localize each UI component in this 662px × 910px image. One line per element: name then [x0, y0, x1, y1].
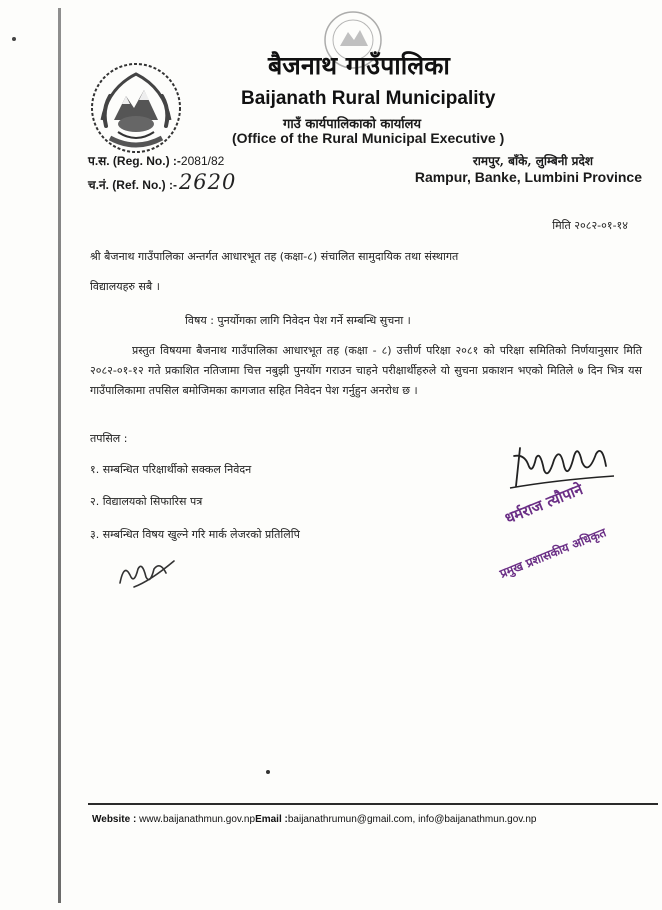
municipality-title-en: Baijanath Rural Municipality: [241, 88, 496, 109]
nepal-emblem-icon: [88, 60, 184, 156]
email-label: Email :: [255, 814, 288, 825]
office-name-np: गाउँ कार्यपालिकाको कार्यालय: [283, 117, 421, 132]
initials-signature-icon: [114, 555, 178, 591]
addressee-line-2: विद्यालयहरु सबै ।: [90, 280, 160, 293]
list-heading: तपसिल :: [90, 432, 128, 445]
address-en: Rampur, Banke, Lumbini Province: [414, 169, 642, 185]
ref-value-handwritten: 2620: [178, 170, 237, 194]
scan-dot: [266, 770, 270, 774]
letter-date: मिति २०८२-०१-१४: [552, 219, 628, 232]
address-np: रामपुर, बाँके, लुम्बिनी प्रदेश: [472, 154, 593, 168]
office-name-en: (Office of the Rural Municipal Executive ): [232, 130, 505, 146]
footer-contact: [92, 814, 536, 825]
signatory-name-stamp: धर्मराज त्यौपाने: [502, 480, 586, 528]
addressee-line-1: श्री बैजनाथ गाउँपालिका अन्तर्गत आधारभूत तह (कक्षा-८) संचालित सामुदायिक तथा संस्थागत: [90, 250, 459, 263]
email-addresses[interactable]: baijanathrumun@gmail.com, info@baijanathmun.gov.np: [287, 814, 537, 825]
footer-divider: [88, 803, 658, 805]
website-label: Website :: [92, 814, 137, 825]
ref-number: [88, 170, 236, 194]
reg-number: [88, 152, 224, 169]
list-item: ३. सम्बन्धित विषय खुल्ने गरि मार्क लेजरको प्रतिलिपि: [90, 528, 300, 541]
letter-subject: विषय : पुनर्योगका लागि निवेदन पेश गर्ने सम्बन्धि सुचना ।: [185, 314, 411, 327]
list-item: २. विद्यालयको सिफारिस पत्र: [90, 495, 203, 508]
letter-body-paragraph: प्रस्तुत विषयमा बैजनाथ गाउँपालिका आधारभूत तह (कक्षा - ८) उत्तीर्ण परिक्षा २०८१ को परिक्षा समितिको निर्णयानुसार मिति २०८२-०१-१२ गते प्रकाशित नतिजामा चित्त नबुझी पुनर्योग गराउन चाहने परीक्षार्थीहरुले यो सुचना प्रकाशन भएको मितिले ७ दिन भित्र यस गाउँपालिकामा तपसिल बमोजिमका कागजात सहित निवेदन पेश गर्नुहुन अनरोध छ ।: [90, 344, 642, 397]
scan-speck: [12, 37, 16, 41]
page-edge: [58, 8, 61, 903]
municipality-title-np: बैजनाथ गाउँपालिका: [268, 51, 450, 80]
website-link[interactable]: www.baijanathmun.gov.np: [139, 814, 256, 825]
signatory-title-stamp: प्रमुख प्रशासकीय अधिकृत: [497, 525, 609, 581]
list-item: १. सम्बन्धित परिक्षार्थीको सक्कल निवेदन: [90, 463, 252, 476]
ref-label: च.नं. (Ref. No.) :-: [88, 178, 177, 192]
reg-value: 2081/82: [180, 154, 225, 168]
reg-label: प.स. (Reg. No.) :-: [88, 154, 181, 168]
